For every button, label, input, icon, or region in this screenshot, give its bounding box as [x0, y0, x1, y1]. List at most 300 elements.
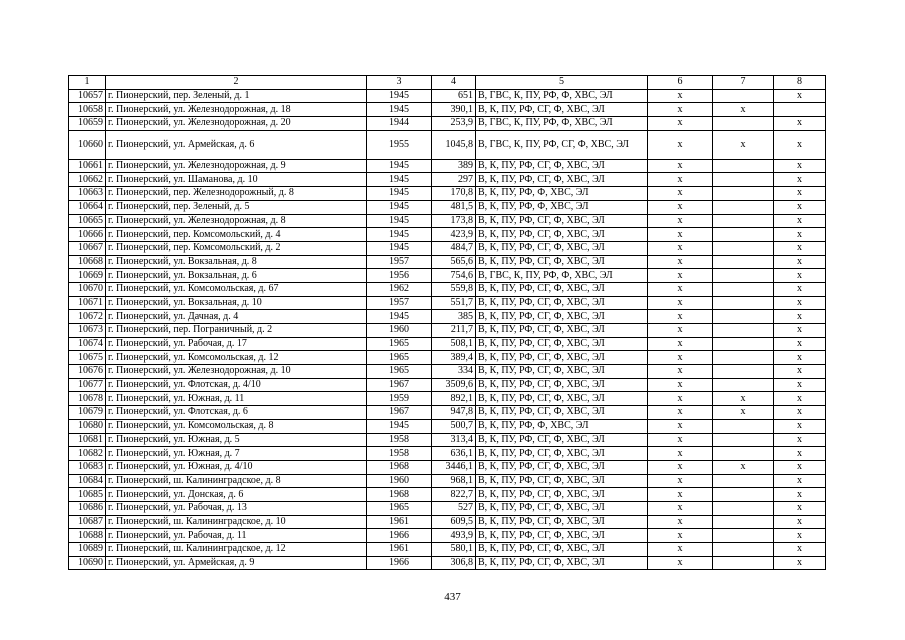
year-built-cell: 1945 [367, 214, 432, 228]
mark-col-7-cell: х [713, 392, 774, 406]
mark-col-8-cell: х [774, 296, 826, 310]
mark-col-7-cell [713, 433, 774, 447]
mark-col-7-cell [713, 324, 774, 338]
mark-col-7-cell [713, 378, 774, 392]
mark-col-8-cell: х [774, 488, 826, 502]
table-row [69, 406, 826, 420]
mark-col-8-cell: х [774, 89, 826, 103]
address-cell: г. Пионерский, пер. Комсомольский, д. 4 [106, 228, 367, 242]
mark-col-8-cell: х [774, 241, 826, 255]
area-cell: 3509,6 [432, 378, 476, 392]
year-built-cell: 1945 [367, 187, 432, 201]
table-row [69, 269, 826, 283]
table-row [69, 255, 826, 269]
area-cell: 508,1 [432, 337, 476, 351]
address-cell: г. Пионерский, ш. Калининградское, д. 8 [106, 474, 367, 488]
mark-col-8-cell: х [774, 310, 826, 324]
address-cell: г. Пионерский, ул. Южная, д. 7 [106, 447, 367, 461]
record-number-cell: 10661 [69, 159, 106, 173]
year-built-cell: 1961 [367, 543, 432, 557]
year-built-cell: 1968 [367, 488, 432, 502]
mark-col-6-cell: х [648, 296, 713, 310]
record-number-cell: 10663 [69, 187, 106, 201]
year-built-cell: 1945 [367, 89, 432, 103]
mark-col-8-cell: х [774, 515, 826, 529]
address-cell: г. Пионерский, ул. Железнодорожная, д. 8 [106, 214, 367, 228]
area-cell: 423,9 [432, 228, 476, 242]
amenities-cell: В, ГВС, К, ПУ, РФ, СГ, Ф, ХВС, ЭЛ [476, 130, 648, 159]
year-built-cell: 1960 [367, 474, 432, 488]
area-cell: 500,7 [432, 419, 476, 433]
area-cell: 253,9 [432, 117, 476, 131]
amenities-cell: В, К, ПУ, РФ, СГ, Ф, ХВС, ЭЛ [476, 159, 648, 173]
mark-col-7-cell [713, 488, 774, 502]
mark-col-7-cell: х [713, 130, 774, 159]
address-cell: г. Пионерский, ул. Рабочая, д. 17 [106, 337, 367, 351]
mark-col-8-cell [774, 103, 826, 117]
year-built-cell: 1945 [367, 159, 432, 173]
address-cell: г. Пионерский, ул. Южная, д. 5 [106, 433, 367, 447]
mark-col-8-cell: х [774, 255, 826, 269]
table-row [69, 310, 826, 324]
address-cell: г. Пионерский, ул. Железнодорожная, д. 20 [106, 117, 367, 131]
address-cell: г. Пионерский, ул. Рабочая, д. 13 [106, 501, 367, 515]
record-number-cell: 10664 [69, 200, 106, 214]
amenities-cell: В, К, ПУ, РФ, СГ, Ф, ХВС, ЭЛ [476, 282, 648, 296]
area-cell: 1045,8 [432, 130, 476, 159]
year-built-cell: 1968 [367, 460, 432, 474]
record-number-cell: 10683 [69, 460, 106, 474]
address-cell: г. Пионерский, ш. Калининградское, д. 10 [106, 515, 367, 529]
mark-col-8-cell: х [774, 392, 826, 406]
record-number-cell: 10684 [69, 474, 106, 488]
address-cell: г. Пионерский, ул. Флотская, д. 4/10 [106, 378, 367, 392]
table-row [69, 200, 826, 214]
record-number-cell: 10659 [69, 117, 106, 131]
area-cell: 527 [432, 501, 476, 515]
year-built-cell: 1945 [367, 310, 432, 324]
area-cell: 651 [432, 89, 476, 103]
header-cell-7: 7 [713, 76, 774, 90]
area-cell: 892,1 [432, 392, 476, 406]
year-built-cell: 1945 [367, 103, 432, 117]
year-built-cell: 1965 [367, 337, 432, 351]
header-cell-6: 6 [648, 76, 713, 90]
table-row [69, 543, 826, 557]
mark-col-8-cell: х [774, 543, 826, 557]
year-built-cell: 1958 [367, 447, 432, 461]
area-cell: 334 [432, 365, 476, 379]
mark-col-6-cell: х [648, 187, 713, 201]
mark-col-8-cell: х [774, 337, 826, 351]
header-cell-3: 3 [367, 76, 432, 90]
mark-col-7-cell [713, 515, 774, 529]
area-cell: 636,1 [432, 447, 476, 461]
amenities-cell: В, К, ПУ, РФ, СГ, Ф, ХВС, ЭЛ [476, 529, 648, 543]
mark-col-7-cell [713, 447, 774, 461]
record-number-cell: 10676 [69, 365, 106, 379]
mark-col-6-cell: х [648, 214, 713, 228]
record-number-cell: 10666 [69, 228, 106, 242]
mark-col-6-cell: х [648, 529, 713, 543]
header-cell-2: 2 [106, 76, 367, 90]
table-row [69, 474, 826, 488]
mark-col-7-cell [713, 282, 774, 296]
record-number-cell: 10660 [69, 130, 106, 159]
table-row [69, 159, 826, 173]
table-row [69, 324, 826, 338]
table-row [69, 529, 826, 543]
table-row [69, 282, 826, 296]
record-number-cell: 10677 [69, 378, 106, 392]
address-cell: г. Пионерский, ул. Железнодорожная, д. 18 [106, 103, 367, 117]
address-cell: г. Пионерский, ул. Комсомольская, д. 67 [106, 282, 367, 296]
area-cell: 580,1 [432, 543, 476, 557]
header-cell-4: 4 [432, 76, 476, 90]
amenities-cell: В, К, ПУ, РФ, СГ, Ф, ХВС, ЭЛ [476, 214, 648, 228]
mark-col-8-cell: х [774, 214, 826, 228]
address-cell: г. Пионерский, пер. Пограничный, д. 2 [106, 324, 367, 338]
mark-col-7-cell [713, 365, 774, 379]
mark-col-7-cell [713, 269, 774, 283]
year-built-cell: 1960 [367, 324, 432, 338]
year-built-cell: 1945 [367, 419, 432, 433]
amenities-cell: В, К, ПУ, РФ, СГ, Ф, ХВС, ЭЛ [476, 241, 648, 255]
area-cell: 484,7 [432, 241, 476, 255]
table-row [69, 392, 826, 406]
area-cell: 389,4 [432, 351, 476, 365]
table-row [69, 214, 826, 228]
area-cell: 297 [432, 173, 476, 187]
mark-col-6-cell: х [648, 117, 713, 131]
year-built-cell: 1965 [367, 365, 432, 379]
mark-col-6-cell: х [648, 447, 713, 461]
amenities-cell: В, К, ПУ, РФ, Ф, ХВС, ЭЛ [476, 200, 648, 214]
mark-col-6-cell: х [648, 241, 713, 255]
mark-col-8-cell: х [774, 324, 826, 338]
mark-col-6-cell: х [648, 200, 713, 214]
amenities-cell: В, К, ПУ, РФ, СГ, Ф, ХВС, ЭЛ [476, 365, 648, 379]
area-cell: 551,7 [432, 296, 476, 310]
address-cell: г. Пионерский, ул. Железнодорожная, д. 9 [106, 159, 367, 173]
mark-col-7-cell [713, 89, 774, 103]
mark-col-8-cell: х [774, 406, 826, 420]
mark-col-6-cell: х [648, 515, 713, 529]
amenities-cell: В, К, ПУ, РФ, СГ, Ф, ХВС, ЭЛ [476, 501, 648, 515]
record-number-cell: 10662 [69, 173, 106, 187]
mark-col-7-cell [713, 543, 774, 557]
amenities-cell: В, К, ПУ, РФ, СГ, Ф, ХВС, ЭЛ [476, 474, 648, 488]
record-number-cell: 10685 [69, 488, 106, 502]
amenities-cell: В, К, ПУ, РФ, СГ, Ф, ХВС, ЭЛ [476, 337, 648, 351]
mark-col-6-cell: х [648, 460, 713, 474]
address-cell: г. Пионерский, ул. Южная, д. 11 [106, 392, 367, 406]
table-row [69, 130, 826, 159]
mark-col-6-cell: х [648, 406, 713, 420]
record-number-cell: 10671 [69, 296, 106, 310]
mark-col-8-cell: х [774, 159, 826, 173]
address-cell: г. Пионерский, ул. Флотская, д. 6 [106, 406, 367, 420]
area-cell: 385 [432, 310, 476, 324]
mark-col-7-cell [713, 200, 774, 214]
address-cell: г. Пионерский, ул. Рабочая, д. 11 [106, 529, 367, 543]
record-number-cell: 10678 [69, 392, 106, 406]
mark-col-8-cell: х [774, 130, 826, 159]
registry-table [68, 75, 826, 570]
year-built-cell: 1957 [367, 296, 432, 310]
area-cell: 481,5 [432, 200, 476, 214]
mark-col-7-cell [713, 310, 774, 324]
mark-col-7-cell [713, 474, 774, 488]
mark-col-8-cell: х [774, 419, 826, 433]
area-cell: 3446,1 [432, 460, 476, 474]
header-cell-1: 1 [69, 76, 106, 90]
record-number-cell: 10680 [69, 419, 106, 433]
area-cell: 968,1 [432, 474, 476, 488]
year-built-cell: 1965 [367, 351, 432, 365]
year-built-cell: 1956 [367, 269, 432, 283]
table-row [69, 228, 826, 242]
table-row [69, 556, 826, 570]
area-cell: 609,5 [432, 515, 476, 529]
year-built-cell: 1945 [367, 241, 432, 255]
area-cell: 390,1 [432, 103, 476, 117]
mark-col-6-cell: х [648, 337, 713, 351]
address-cell: г. Пионерский, пер. Железнодорожный, д. 8 [106, 187, 367, 201]
address-cell: г. Пионерский, ул. Вокзальная, д. 10 [106, 296, 367, 310]
header-cell-5: 5 [476, 76, 648, 90]
amenities-cell: В, К, ПУ, РФ, СГ, Ф, ХВС, ЭЛ [476, 515, 648, 529]
amenities-cell: В, К, ПУ, РФ, СГ, Ф, ХВС, ЭЛ [476, 460, 648, 474]
mark-col-8-cell: х [774, 447, 826, 461]
mark-col-7-cell [713, 159, 774, 173]
table-row [69, 501, 826, 515]
mark-col-7-cell [713, 419, 774, 433]
amenities-cell: В, ГВС, К, ПУ, РФ, Ф, ХВС, ЭЛ [476, 269, 648, 283]
mark-col-7-cell [713, 501, 774, 515]
mark-col-7-cell [713, 228, 774, 242]
amenities-cell: В, К, ПУ, РФ, СГ, Ф, ХВС, ЭЛ [476, 296, 648, 310]
year-built-cell: 1944 [367, 117, 432, 131]
amenities-cell: В, К, ПУ, РФ, Ф, ХВС, ЭЛ [476, 419, 648, 433]
record-number-cell: 10672 [69, 310, 106, 324]
mark-col-8-cell: х [774, 269, 826, 283]
area-cell: 389 [432, 159, 476, 173]
table-row [69, 378, 826, 392]
mark-col-8-cell: х [774, 228, 826, 242]
amenities-cell: В, К, ПУ, РФ, СГ, Ф, ХВС, ЭЛ [476, 433, 648, 447]
amenities-cell: В, К, ПУ, РФ, СГ, Ф, ХВС, ЭЛ [476, 378, 648, 392]
mark-col-6-cell: х [648, 255, 713, 269]
mark-col-8-cell: х [774, 200, 826, 214]
amenities-cell: В, К, ПУ, РФ, СГ, Ф, ХВС, ЭЛ [476, 255, 648, 269]
table-row [69, 351, 826, 365]
address-cell: г. Пионерский, ул. Южная, д. 4/10 [106, 460, 367, 474]
mark-col-7-cell: х [713, 103, 774, 117]
amenities-cell: В, К, ПУ, РФ, СГ, Ф, ХВС, ЭЛ [476, 310, 648, 324]
record-number-cell: 10670 [69, 282, 106, 296]
amenities-cell: В, К, ПУ, РФ, СГ, Ф, ХВС, ЭЛ [476, 556, 648, 570]
address-cell: г. Пионерский, ул. Комсомольская, д. 12 [106, 351, 367, 365]
area-cell: 947,8 [432, 406, 476, 420]
table-row [69, 187, 826, 201]
table-row [69, 241, 826, 255]
amenities-cell: В, К, ПУ, РФ, СГ, Ф, ХВС, ЭЛ [476, 173, 648, 187]
area-cell: 565,6 [432, 255, 476, 269]
mark-col-6-cell: х [648, 269, 713, 283]
area-cell: 306,8 [432, 556, 476, 570]
year-built-cell: 1962 [367, 282, 432, 296]
mark-col-6-cell: х [648, 282, 713, 296]
header-cell-8: 8 [774, 76, 826, 90]
mark-col-6-cell: х [648, 89, 713, 103]
mark-col-8-cell: х [774, 187, 826, 201]
year-built-cell: 1958 [367, 433, 432, 447]
mark-col-8-cell: х [774, 501, 826, 515]
record-number-cell: 10674 [69, 337, 106, 351]
mark-col-6-cell: х [648, 474, 713, 488]
record-number-cell: 10686 [69, 501, 106, 515]
mark-col-7-cell [713, 351, 774, 365]
address-cell: г. Пионерский, ул. Шаманова, д. 10 [106, 173, 367, 187]
address-cell: г. Пионерский, ул. Армейская, д. 9 [106, 556, 367, 570]
address-cell: г. Пионерский, пер. Зеленый, д. 5 [106, 200, 367, 214]
mark-col-8-cell: х [774, 378, 826, 392]
amenities-cell: В, К, ПУ, РФ, СГ, Ф, ХВС, ЭЛ [476, 103, 648, 117]
mark-col-6-cell: х [648, 159, 713, 173]
mark-col-7-cell [713, 241, 774, 255]
mark-col-7-cell [713, 529, 774, 543]
year-built-cell: 1967 [367, 378, 432, 392]
table-row [69, 515, 826, 529]
mark-col-8-cell: х [774, 351, 826, 365]
amenities-cell: В, К, ПУ, РФ, Ф, ХВС, ЭЛ [476, 187, 648, 201]
table-row [69, 296, 826, 310]
record-number-cell: 10682 [69, 447, 106, 461]
address-cell: г. Пионерский, пер. Комсомольский, д. 2 [106, 241, 367, 255]
mark-col-8-cell: х [774, 433, 826, 447]
record-number-cell: 10673 [69, 324, 106, 338]
mark-col-6-cell: х [648, 228, 713, 242]
mark-col-7-cell [713, 296, 774, 310]
amenities-cell: В, ГВС, К, ПУ, РФ, Ф, ХВС, ЭЛ [476, 117, 648, 131]
mark-col-6-cell: х [648, 419, 713, 433]
area-cell: 313,4 [432, 433, 476, 447]
mark-col-6-cell: х [648, 378, 713, 392]
mark-col-6-cell: х [648, 433, 713, 447]
year-built-cell: 1967 [367, 406, 432, 420]
address-cell: г. Пионерский, ул. Дачная, д. 4 [106, 310, 367, 324]
address-cell: г. Пионерский, ул. Донская, д. 6 [106, 488, 367, 502]
address-cell: г. Пионерский, ул. Вокзальная, д. 6 [106, 269, 367, 283]
record-number-cell: 10675 [69, 351, 106, 365]
table-row [69, 419, 826, 433]
record-number-cell: 10689 [69, 543, 106, 557]
page-number: 437 [444, 591, 461, 603]
record-number-cell: 10687 [69, 515, 106, 529]
year-built-cell: 1945 [367, 228, 432, 242]
mark-col-8-cell: х [774, 460, 826, 474]
area-cell: 493,9 [432, 529, 476, 543]
year-built-cell: 1957 [367, 255, 432, 269]
mark-col-7-cell [713, 255, 774, 269]
table-row [69, 89, 826, 103]
amenities-cell: В, К, ПУ, РФ, СГ, Ф, ХВС, ЭЛ [476, 543, 648, 557]
record-number-cell: 10688 [69, 529, 106, 543]
year-built-cell: 1945 [367, 200, 432, 214]
mark-col-6-cell: х [648, 392, 713, 406]
table-row [69, 460, 826, 474]
year-built-cell: 1945 [367, 173, 432, 187]
table-row [69, 337, 826, 351]
mark-col-7-cell: х [713, 460, 774, 474]
table-row [69, 447, 826, 461]
mark-col-7-cell [713, 214, 774, 228]
mark-col-6-cell: х [648, 556, 713, 570]
mark-col-6-cell: х [648, 130, 713, 159]
mark-col-6-cell: х [648, 543, 713, 557]
mark-col-6-cell: х [648, 365, 713, 379]
address-cell: г. Пионерский, ул. Армейская, д. 6 [106, 130, 367, 159]
table-row [69, 117, 826, 131]
year-built-cell: 1959 [367, 392, 432, 406]
mark-col-6-cell: х [648, 488, 713, 502]
address-cell: г. Пионерский, ул. Вокзальная, д. 8 [106, 255, 367, 269]
amenities-cell: В, К, ПУ, РФ, СГ, Ф, ХВС, ЭЛ [476, 406, 648, 420]
record-number-cell: 10690 [69, 556, 106, 570]
mark-col-7-cell [713, 556, 774, 570]
mark-col-7-cell [713, 117, 774, 131]
year-built-cell: 1966 [367, 529, 432, 543]
record-number-cell: 10665 [69, 214, 106, 228]
year-built-cell: 1961 [367, 515, 432, 529]
mark-col-8-cell: х [774, 117, 826, 131]
mark-col-6-cell: х [648, 173, 713, 187]
record-number-cell: 10658 [69, 103, 106, 117]
record-number-cell: 10679 [69, 406, 106, 420]
year-built-cell: 1966 [367, 556, 432, 570]
mark-col-8-cell: х [774, 474, 826, 488]
table-row [69, 433, 826, 447]
mark-col-6-cell: х [648, 103, 713, 117]
year-built-cell: 1955 [367, 130, 432, 159]
amenities-cell: В, К, ПУ, РФ, СГ, Ф, ХВС, ЭЛ [476, 447, 648, 461]
area-cell: 822,7 [432, 488, 476, 502]
amenities-cell: В, К, ПУ, РФ, СГ, Ф, ХВС, ЭЛ [476, 324, 648, 338]
year-built-cell: 1965 [367, 501, 432, 515]
area-cell: 173,8 [432, 214, 476, 228]
record-number-cell: 10668 [69, 255, 106, 269]
area-cell: 754,6 [432, 269, 476, 283]
record-number-cell: 10681 [69, 433, 106, 447]
address-cell: г. Пионерский, ш. Калининградское, д. 12 [106, 543, 367, 557]
header-row [69, 76, 826, 90]
record-number-cell: 10657 [69, 89, 106, 103]
mark-col-8-cell: х [774, 282, 826, 296]
table-row [69, 488, 826, 502]
mark-col-6-cell: х [648, 310, 713, 324]
table-row [69, 365, 826, 379]
record-number-cell: 10667 [69, 241, 106, 255]
address-cell: г. Пионерский, ул. Железнодорожная, д. 10 [106, 365, 367, 379]
area-cell: 211,7 [432, 324, 476, 338]
mark-col-8-cell: х [774, 556, 826, 570]
amenities-cell: В, К, ПУ, РФ, СГ, Ф, ХВС, ЭЛ [476, 488, 648, 502]
area-cell: 559,8 [432, 282, 476, 296]
mark-col-7-cell [713, 173, 774, 187]
area-cell: 170,8 [432, 187, 476, 201]
address-cell: г. Пионерский, ул. Комсомольская, д. 8 [106, 419, 367, 433]
